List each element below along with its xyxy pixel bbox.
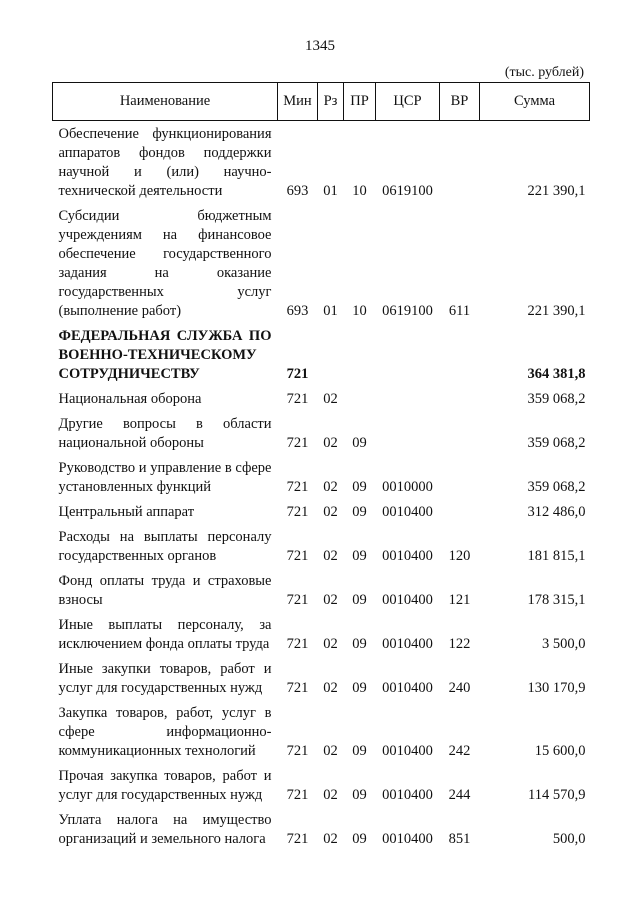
table-row <box>53 616 590 660</box>
cell-rz: 01 <box>323 183 338 199</box>
cell-csr: 0010400 <box>382 636 433 652</box>
header-rz: Рз <box>318 83 344 121</box>
cell-pr: 09 <box>352 548 367 564</box>
cell-min: 721 <box>286 680 309 696</box>
table-header-row <box>53 83 590 121</box>
cell-min: 721 <box>286 636 309 652</box>
cell-min: 721 <box>286 435 309 451</box>
cell-csr: 0010400 <box>382 680 433 696</box>
cell-min: 721 <box>286 479 309 495</box>
cell-csr: 0010000 <box>382 479 433 495</box>
cell-csr <box>376 390 440 415</box>
cell-vr <box>440 459 480 503</box>
cell-csr: 0010400 <box>382 787 433 803</box>
cell-rz: 02 <box>323 787 338 803</box>
cell-rz: 02 <box>323 548 338 564</box>
cell-vr <box>440 327 480 390</box>
cell-pr: 09 <box>352 479 367 495</box>
cell-vr: 242 <box>448 743 471 759</box>
table-row <box>53 528 590 572</box>
header-sum: Сумма <box>480 83 590 121</box>
cell-name: Национальная оборона <box>58 391 202 407</box>
cell-vr <box>440 121 480 208</box>
cell-name: Центральный аппарат <box>58 504 195 520</box>
cell-csr: 0619100 <box>382 303 433 319</box>
cell-pr: 09 <box>352 636 367 652</box>
cell-min: 721 <box>286 787 309 803</box>
cell-min: 721 <box>286 504 309 520</box>
cell-name: Иные выплаты персоналу, за исключением фонда оплаты труда <box>58 617 272 652</box>
cell-name: Руководство и управление в сфере установленных функций <box>58 460 272 495</box>
cell-sum: 221 390,1 <box>527 303 586 319</box>
cell-name: Закупка товаров, работ, услуг в сфере информационно-коммуникационных технологий <box>58 705 272 759</box>
header-vr: ВР <box>440 83 480 121</box>
cell-sum: 359 068,2 <box>527 391 586 407</box>
cell-min: 693 <box>286 303 309 319</box>
cell-vr: 851 <box>448 831 471 847</box>
table-row <box>53 811 590 855</box>
header-name: Наименование <box>53 83 278 121</box>
cell-sum: 359 068,2 <box>527 479 586 495</box>
cell-csr: 0010400 <box>382 504 433 520</box>
cell-csr <box>376 327 440 390</box>
cell-vr <box>440 503 480 528</box>
table-row <box>53 459 590 503</box>
cell-sum: 15 600,0 <box>534 743 586 759</box>
cell-name: ФЕДЕРАЛЬНАЯ СЛУЖБА ПО ВОЕННО-ТЕХНИЧЕСКОМУ СОТРУДНИЧЕСТВУ <box>58 328 272 382</box>
table-row <box>53 767 590 811</box>
table-row <box>53 572 590 616</box>
cell-name: Фонд оплаты труда и страховые взносы <box>58 573 272 608</box>
cell-csr: 0010400 <box>382 548 433 564</box>
cell-name: Иные закупки товаров, работ и услуг для государственных нужд <box>58 661 272 696</box>
cell-rz: 02 <box>323 592 338 608</box>
cell-sum: 364 381,8 <box>527 366 586 382</box>
cell-rz: 01 <box>323 303 338 319</box>
cell-pr: 10 <box>352 183 367 199</box>
cell-sum: 178 315,1 <box>527 592 586 608</box>
cell-rz: 02 <box>323 435 338 451</box>
cell-pr: 09 <box>352 592 367 608</box>
cell-min: 721 <box>286 548 309 564</box>
cell-pr: 09 <box>352 680 367 696</box>
table-row <box>53 121 590 208</box>
cell-rz: 02 <box>323 680 338 696</box>
cell-sum: 500,0 <box>552 831 586 847</box>
cell-min: 721 <box>286 391 309 407</box>
cell-min: 693 <box>286 183 309 199</box>
cell-vr: 240 <box>448 680 471 696</box>
cell-min: 721 <box>286 366 309 382</box>
table-row <box>53 327 590 390</box>
cell-csr: 0619100 <box>382 183 433 199</box>
cell-rz: 02 <box>323 479 338 495</box>
cell-vr: 120 <box>448 548 471 564</box>
table-body <box>53 121 590 856</box>
cell-rz <box>318 327 344 390</box>
cell-pr: 09 <box>352 787 367 803</box>
table-row <box>53 390 590 415</box>
cell-sum: 130 170,9 <box>527 680 586 696</box>
cell-vr <box>440 390 480 415</box>
cell-sum: 221 390,1 <box>527 183 586 199</box>
cell-vr <box>440 415 480 459</box>
table-row <box>53 704 590 767</box>
cell-min: 721 <box>286 592 309 608</box>
table-row <box>53 207 590 327</box>
cell-sum: 359 068,2 <box>527 435 586 451</box>
cell-min: 721 <box>286 831 309 847</box>
table-row <box>53 503 590 528</box>
cell-pr <box>344 327 376 390</box>
cell-pr: 09 <box>352 435 367 451</box>
budget-table <box>52 82 590 855</box>
cell-csr: 0010400 <box>382 592 433 608</box>
cell-sum: 312 486,0 <box>527 504 586 520</box>
cell-rz: 02 <box>323 636 338 652</box>
cell-csr: 0010400 <box>382 743 433 759</box>
header-min: Мин <box>278 83 318 121</box>
cell-min: 721 <box>286 743 309 759</box>
cell-pr: 09 <box>352 504 367 520</box>
cell-vr: 611 <box>448 303 471 319</box>
units-label: (тыс. рублей) <box>504 65 584 80</box>
cell-csr <box>376 415 440 459</box>
cell-rz: 02 <box>323 831 338 847</box>
header-csr: ЦСР <box>376 83 440 121</box>
table-row <box>53 660 590 704</box>
header-pr: ПР <box>344 83 376 121</box>
cell-csr: 0010400 <box>382 831 433 847</box>
cell-vr: 121 <box>448 592 471 608</box>
cell-name: Субсидии бюджетным учреждениям на финансовое обеспечение государственного задания на оказание государственных услуг (выполнение работ) <box>58 208 272 319</box>
cell-rz: 02 <box>323 391 338 407</box>
cell-vr: 122 <box>448 636 471 652</box>
cell-sum: 181 815,1 <box>527 548 586 564</box>
cell-pr: 10 <box>352 303 367 319</box>
cell-sum: 114 570,9 <box>528 787 586 803</box>
cell-pr <box>344 390 376 415</box>
cell-rz: 02 <box>323 504 338 520</box>
cell-pr: 09 <box>352 831 367 847</box>
cell-sum: 3 500,0 <box>542 636 586 652</box>
cell-pr: 09 <box>352 743 367 759</box>
cell-name: Прочая закупка товаров, работ и услуг для государственных нужд <box>58 768 272 803</box>
cell-vr: 244 <box>448 787 471 803</box>
cell-name: Обеспечение функционирования аппаратов фондов поддержки научной и (или) научно-технической деятельности <box>58 126 272 199</box>
cell-rz: 02 <box>323 743 338 759</box>
page-number: 1345 <box>305 38 335 54</box>
table-row <box>53 415 590 459</box>
cell-name: Расходы на выплаты персоналу государственных органов <box>58 529 272 564</box>
cell-name: Другие вопросы в области национальной обороны <box>58 416 272 451</box>
cell-name: Уплата налога на имущество организаций и земельного налога <box>58 812 272 847</box>
